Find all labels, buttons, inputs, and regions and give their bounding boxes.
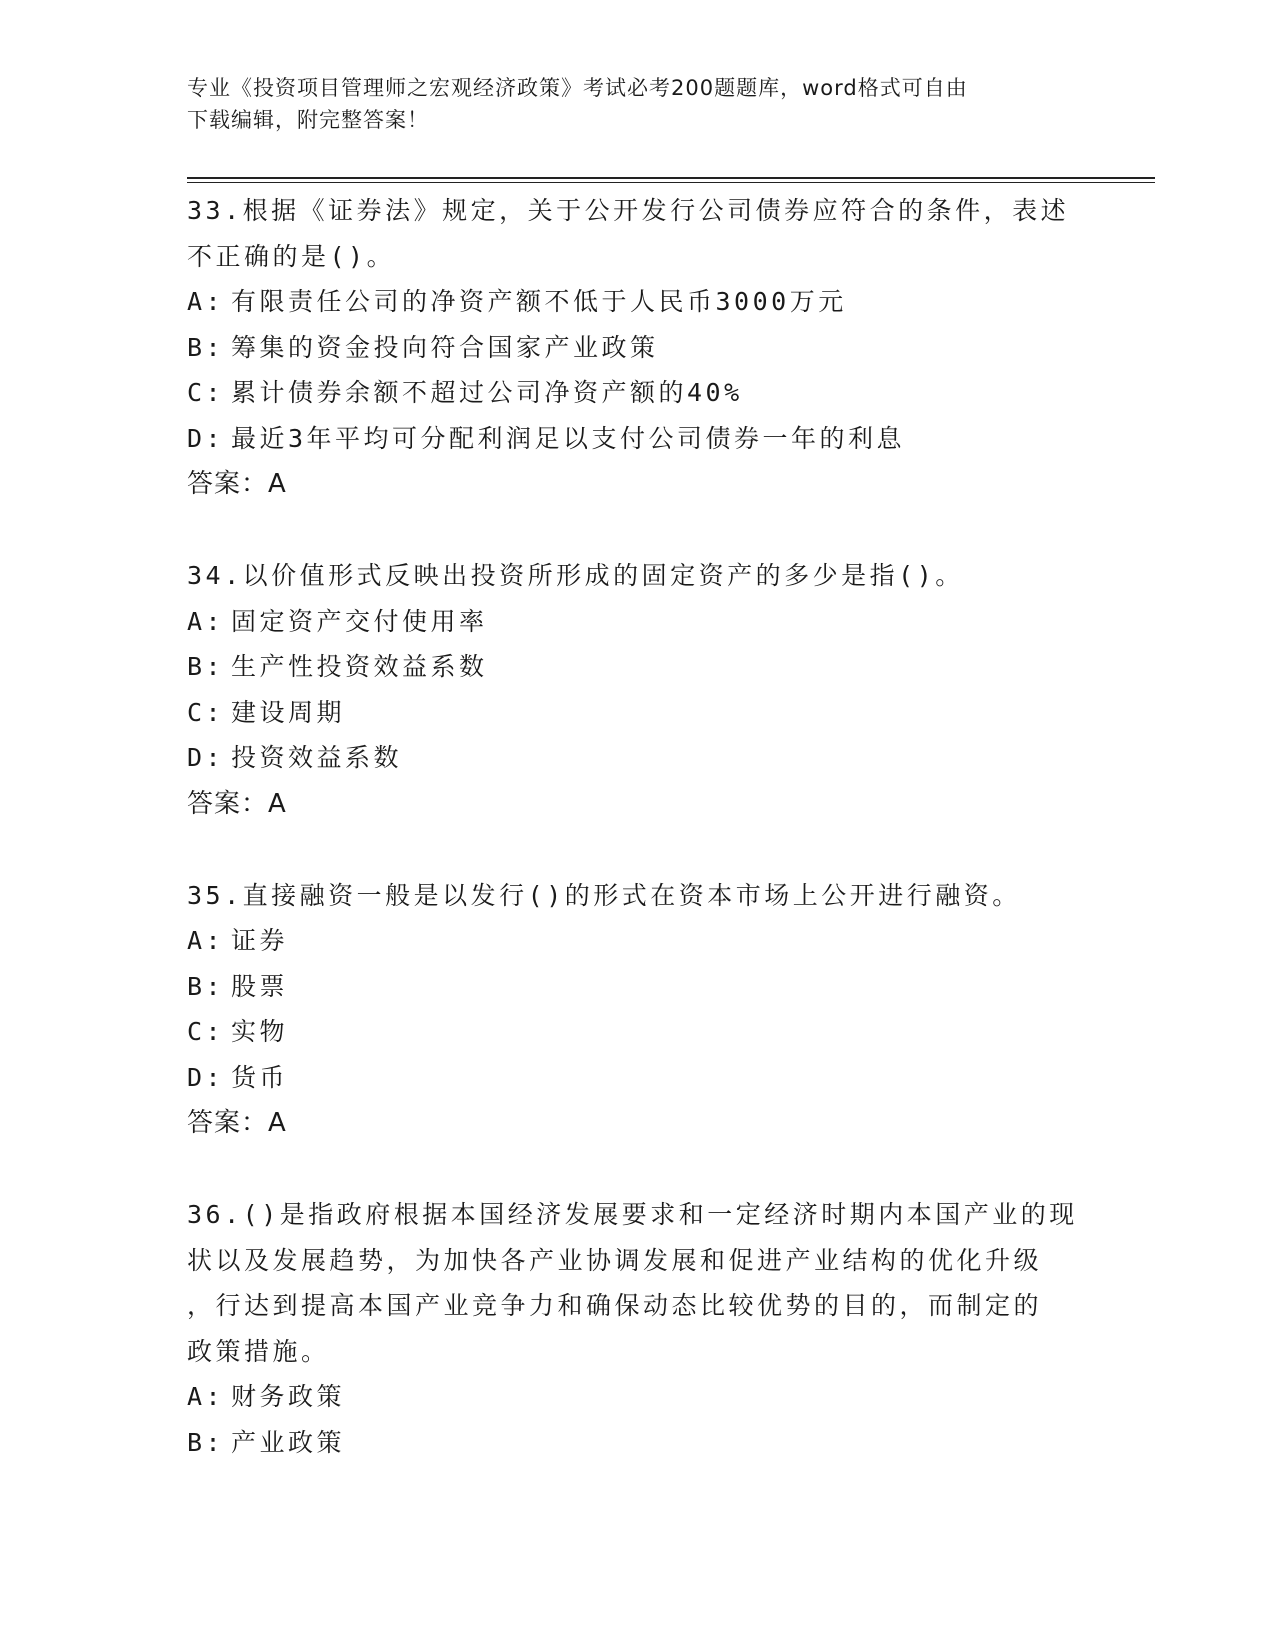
document-header — [187, 72, 1087, 136]
option-key: D: — [187, 423, 225, 453]
option-key: C: — [187, 697, 225, 727]
question-33 — [187, 188, 1087, 507]
option-b — [187, 325, 1087, 371]
header-line-2: 下载编辑，附完整答案！ — [187, 108, 429, 132]
option-text: 实物 — [231, 1017, 289, 1046]
question-text-line: 33.根据《证券法》规定，关于公开发行公司债券应符合的条件，表述 — [187, 196, 1070, 225]
option-a — [187, 1374, 1087, 1420]
option-key: D: — [187, 1062, 225, 1092]
option-text: 累计债券余额不超过公司净资产额的40% — [231, 378, 743, 407]
question-text-line: 不正确的是()。 — [187, 241, 396, 271]
option-text: 证券 — [231, 926, 289, 955]
header-rule — [187, 177, 1155, 179]
answer-line: 答案：A — [187, 469, 287, 499]
option-text: 最近3年平均可分配利润足以支付公司债券一年的利息 — [231, 423, 906, 453]
header-rule-thin — [187, 182, 1155, 183]
option-b — [187, 1420, 1087, 1466]
option-a — [187, 918, 1087, 964]
question-text-line: 34.以价值形式反映出投资所形成的固定资产的多少是指()。 — [187, 561, 964, 590]
option-text: 股票 — [231, 971, 289, 1001]
option-text: 投资效益系数 — [231, 743, 403, 772]
option-key: A: — [187, 606, 225, 636]
header-line-1: 专业《投资项目管理师之宏观经济政策》考试必考200题题库，word格式可自由 — [187, 76, 968, 100]
option-key: A: — [187, 287, 225, 316]
option-text: 货币 — [231, 1062, 289, 1092]
option-text: 财务政策 — [231, 1382, 346, 1411]
option-text: 建设周期 — [231, 697, 346, 727]
option-text: 产业政策 — [231, 1427, 346, 1457]
option-key: A: — [187, 926, 225, 955]
option-b — [187, 644, 1087, 690]
question-list — [187, 188, 1087, 1511]
option-text: 生产性投资效益系数 — [231, 652, 488, 681]
option-key: A: — [187, 1382, 225, 1411]
option-a — [187, 279, 1087, 325]
question-34 — [187, 553, 1087, 827]
option-text: 筹集的资金投向符合国家产业政策 — [231, 332, 659, 362]
option-key: D: — [187, 743, 225, 772]
answer-line: 答案：A — [187, 1108, 287, 1138]
option-key: B: — [187, 332, 225, 362]
option-text: 有限责任公司的净资产额不低于人民币3000万元 — [231, 287, 847, 316]
option-key: C: — [187, 1017, 225, 1046]
option-d — [187, 1055, 1087, 1101]
option-text: 固定资产交付使用率 — [231, 606, 488, 636]
option-key: B: — [187, 971, 225, 1001]
answer-line: 答案：A — [187, 788, 287, 819]
option-c — [187, 1009, 1087, 1055]
question-36 — [187, 1192, 1087, 1465]
option-key: B: — [187, 1427, 225, 1457]
option-d — [187, 416, 1087, 462]
option-key: C: — [187, 378, 225, 407]
option-d — [187, 735, 1087, 781]
question-text-line: 35.直接融资一般是以发行()的形式在资本市场上公开进行融资。 — [187, 880, 1021, 910]
question-text-line: 政策措施。 — [187, 1336, 330, 1366]
question-text-line: 状以及发展趋势，为加快各产业协调发展和促进产业结构的优化升级 — [187, 1245, 1043, 1275]
option-key: B: — [187, 652, 225, 681]
option-c — [187, 690, 1087, 736]
question-text-line: 36.()是指政府根据本国经济发展要求和一定经济时期内本国产业的现 — [187, 1200, 1078, 1229]
option-a — [187, 599, 1087, 645]
option-b — [187, 964, 1087, 1010]
question-text-line: ，行达到提高本国产业竞争力和确保动态比较优势的目的，而制定的 — [187, 1291, 1043, 1320]
question-35 — [187, 873, 1087, 1147]
option-c — [187, 370, 1087, 416]
